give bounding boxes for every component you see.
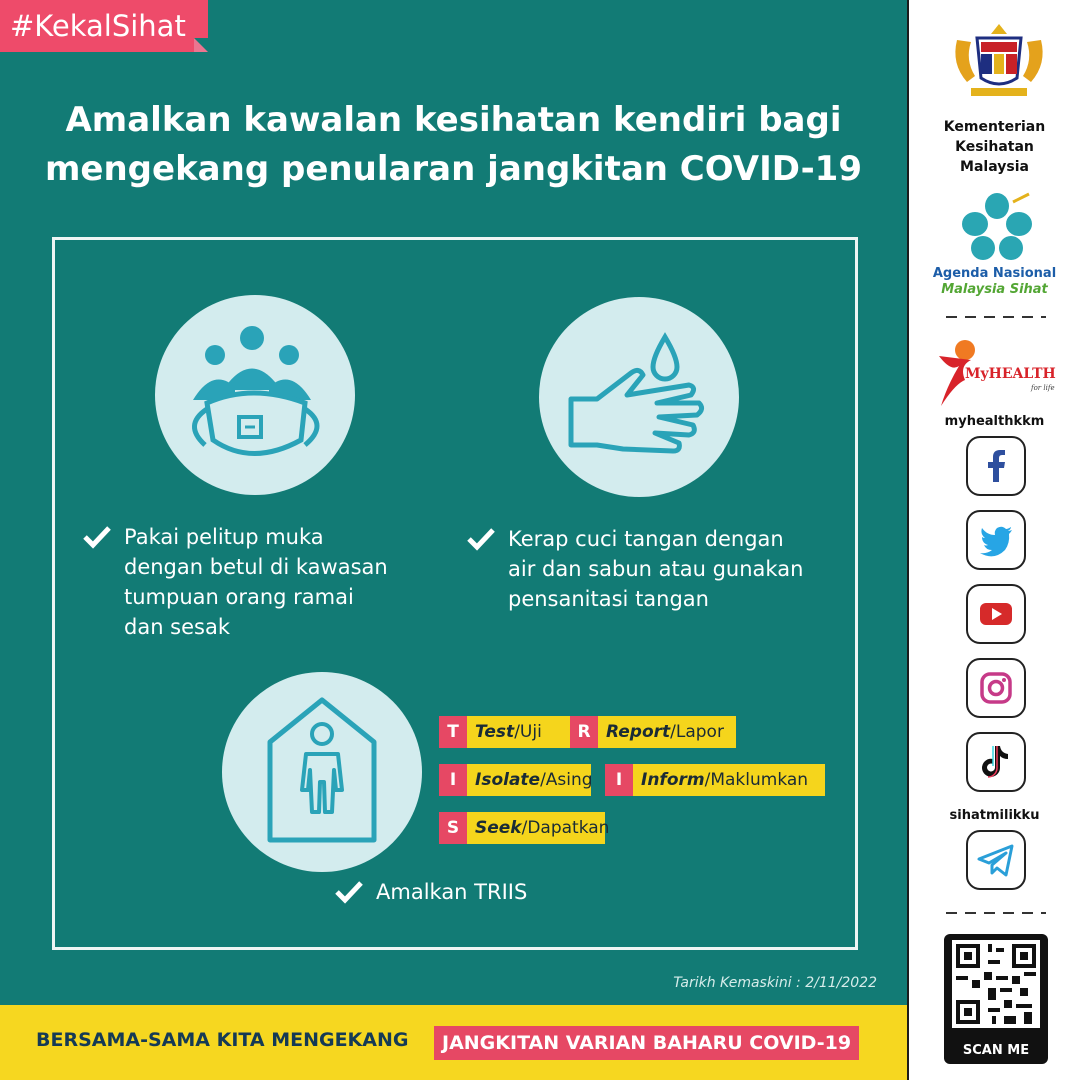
telegram-button[interactable]	[966, 830, 1026, 890]
facebook-button[interactable]	[966, 436, 1026, 496]
sihat-handle: sihatmilikku	[949, 808, 1040, 823]
tip-triis-text: Amalkan TRIIS	[376, 880, 528, 904]
hashtag-label: #KekalSihat	[0, 0, 208, 52]
footer-text-highlight: JANGKITAN VARIAN BAHARU COVID-19	[434, 1026, 859, 1060]
triis-isolate	[439, 764, 591, 796]
twitter-button[interactable]	[966, 510, 1026, 570]
svg-text:for life: for life	[1031, 384, 1055, 392]
tiktok-button[interactable]	[966, 732, 1026, 792]
myhealth-logo-icon	[931, 336, 1061, 411]
hand-wash-icon	[539, 297, 739, 497]
myhealth-handle: myhealthkkm	[944, 414, 1045, 429]
qr-code-icon	[952, 940, 1040, 1028]
triis-report	[570, 716, 736, 748]
headline	[20, 96, 887, 194]
instagram-button[interactable]	[966, 658, 1026, 718]
face-mask-icon	[155, 295, 355, 495]
tiktok-icon	[968, 734, 1024, 790]
updated-date: Tarikh Kemaskini : 2/11/2022	[673, 975, 877, 991]
youtube-button[interactable]	[966, 584, 1026, 644]
triis-letter: T	[439, 716, 467, 748]
divider	[946, 316, 1046, 318]
headline-line-1: Amalkan kawalan kesihatan kendiri bagi	[65, 100, 842, 140]
agenda-subtitle: Malaysia Sihat	[941, 282, 1048, 297]
triis-letter: I	[439, 764, 467, 796]
triis-letter: S	[439, 812, 467, 844]
telegram-icon	[968, 832, 1024, 888]
triis-label: Test/Uji	[467, 716, 581, 748]
triis-letter: I	[605, 764, 633, 796]
check-icon	[334, 879, 364, 905]
triis-seek	[439, 812, 610, 844]
tip-triis	[334, 877, 634, 909]
hibiscus-icon	[957, 192, 1037, 262]
sidebar	[907, 0, 1080, 1080]
check-icon	[466, 526, 496, 552]
triis-label: Inform/Maklumkan	[633, 764, 825, 796]
hand-wash-illustration	[539, 297, 739, 497]
headline-line-2: mengekang penularan jangkitan COVID-19	[44, 149, 862, 189]
tip-hand-wash	[466, 524, 866, 624]
face-mask-illustration	[155, 295, 355, 495]
home-isolation-icon	[222, 672, 422, 872]
footer-text-left: BERSAMA-SAMA KITA MENGEKANG	[36, 1029, 409, 1051]
tip-face-mask-text: Pakai pelitup muka dengan betul di kawasan tumpuan orang ramai dan sesak	[124, 525, 388, 639]
divider	[946, 912, 1046, 914]
scan-me-label: SCAN ME	[962, 1043, 1030, 1058]
facebook-icon	[968, 438, 1024, 494]
triis-label: Report/Lapor	[598, 716, 736, 748]
instagram-icon	[968, 660, 1024, 716]
youtube-icon	[968, 586, 1024, 642]
triis-test	[439, 716, 581, 748]
triis-inform	[605, 764, 825, 796]
ministry-name: Kementerian Kesihatan Malaysia	[943, 119, 1046, 175]
triis-label: Seek/Dapatkan	[467, 812, 605, 844]
tip-face-mask	[82, 522, 442, 652]
agenda-title: Agenda Nasional	[932, 266, 1057, 281]
qr-code[interactable]	[944, 934, 1048, 1064]
svg-text:MyHEALTH: MyHEALTH	[965, 366, 1056, 382]
coat-of-arms-icon	[947, 20, 1051, 104]
tip-hand-wash-text: Kerap cuci tangan dengan air dan sabun atau gunakan pensanitasi tangan	[508, 527, 804, 611]
triis-letter: R	[570, 716, 598, 748]
check-icon	[82, 524, 112, 550]
home-isolation-illustration	[222, 672, 422, 872]
triis-label: Isolate/Asing	[467, 764, 591, 796]
footer-banner	[0, 1005, 907, 1080]
twitter-icon	[968, 512, 1024, 568]
